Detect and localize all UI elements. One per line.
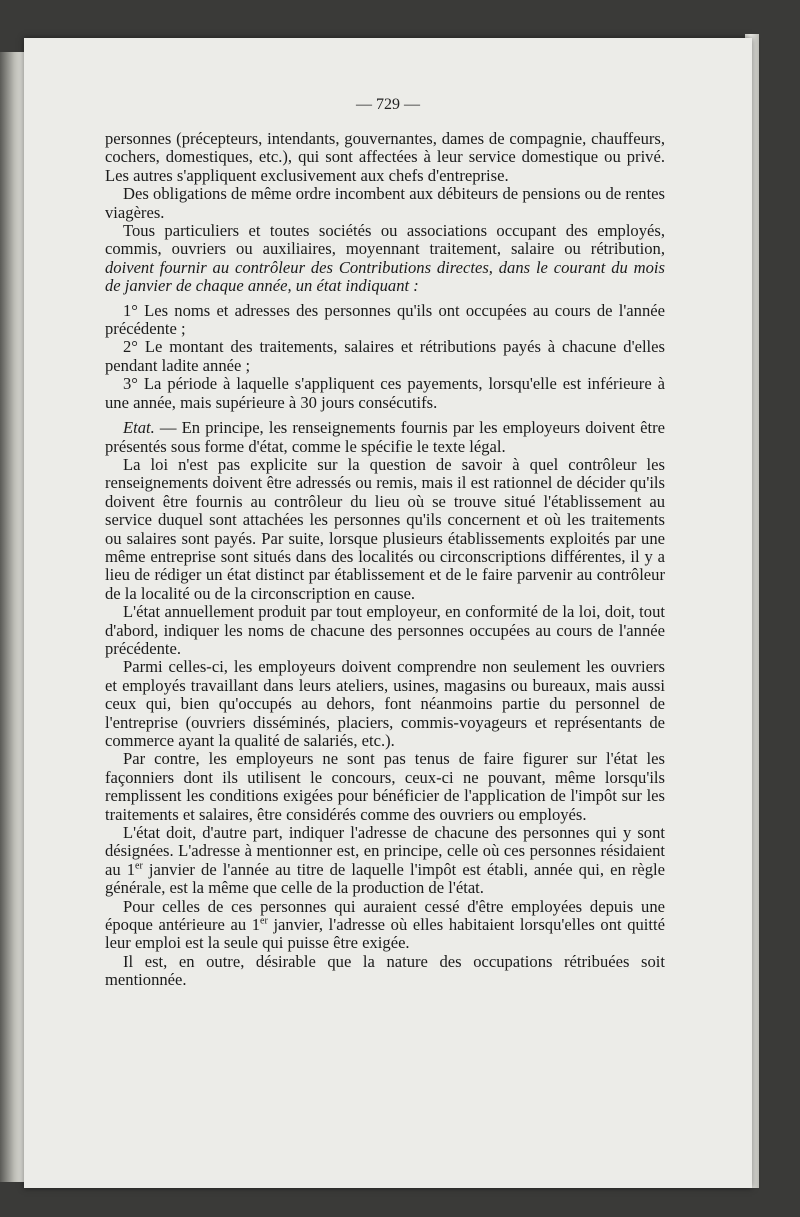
paragraph-10-text-a: Pour celles de ces personnes qui auraient cessé d'être employées depuis une époque antérieure au 1: [105, 896, 665, 935]
paragraph-3-italic: doivent fournir au contrôleur des Contributions directes, dans le courant du mois de janvier de chaque année, un état indiquant :: [105, 257, 665, 296]
paragraph-9-text-a: L'état doit, d'autre part, indiquer l'adresse de chacune des personnes qui y sont désignées. L'adresse à mentionner est, en principe, celle où ces personnes résidaient au 1: [105, 823, 665, 879]
body-text: [105, 130, 665, 990]
paragraph-10-text-b: janvier, l'adresse où elles habitaient lorsqu'elles ont quitté leur emploi est la seule qui puisse être exigée.: [105, 915, 666, 953]
paragraph-10-sup: er: [260, 915, 268, 927]
page-number: — 729 —: [356, 96, 420, 113]
paragraph-9-sup: er: [135, 860, 143, 872]
paragraph-9-text-b: janvier de l'année au titre de laquelle l'impôt est établi, année qui, en règle générale, est la même que celle de la production de l'état.: [105, 859, 665, 898]
paragraph-1: personnes (précepteurs, intendants, gouvernantes, dames de compagnie, chauffeurs, cochers, domestiques, etc.), qui sont affectées à leur service domestique ou privé. Les autres s'appliquent exclusivement aux chefs d'entreprise.: [105, 129, 665, 185]
paragraph-11: Il est, en outre, désirable que la nature des occupations rétribuées soit mentionnée.: [105, 951, 665, 990]
paragraph-3-text: Tous particuliers et toutes sociétés ou associations occupant des employés, commis, ouvriers ou auxiliaires, moyennant traitement, salaire ou rétribution,: [105, 221, 665, 259]
paragraph-7: Parmi celles-ci, les employeurs doivent comprendre non seulement les ouvriers et employés travaillant dans leurs ateliers, usines, magasins ou bureaux, mais aussi ceux qui, bien qu'occupés au dehors, font néanmoins partie du personnel de l'entreprise (ouvriers disséminés, placiers, commis-voyageurs et représentants de commerce ayant la qualité de salariés, etc.).: [105, 657, 665, 750]
list-item-2: 2° Le montant des traitements, salaires et rétributions payés à chacune d'elles pendant ladite année ;: [105, 337, 665, 375]
paragraph-5: La loi n'est pas explicite sur la question de savoir à quel contrôleur les renseignements doivent être adressés ou remis, mais il est rationnel de décider qu'ils doivent être fournis au contrôleur du lieu où se trouve situé l'établissement au service duquel sont attachées les personnes qu'ils concernent et où les traitements ou salaires sont payés. Par suite, lorsque plusieurs établissements exploités par une même entreprise sont situés dans des localités ou circonscriptions différentes, il y a lieu de rédiger un état distinct par établissement et de le faire parvenir au contrôleur de la localité ou de la circonscription en cause.: [105, 454, 665, 603]
paragraph-10: [105, 898, 665, 953]
paragraph-3: [105, 222, 665, 296]
paragraph-2: Des obligations de même ordre incombent aux débiteurs de pensions ou de rentes viagères.: [105, 184, 665, 222]
paragraph-8: Par contre, les employeurs ne sont pas tenus de faire figurer sur l'état les façonniers dont ils utilisent le concours, ceux-ci ne pouvant, même lorsqu'ils remplissent les conditions exigées pour bénéficier de l'application de l'impôt sur les traitements et salaires, être considérés comme des ouvriers ou employés.: [105, 749, 665, 824]
document-page: [24, 38, 752, 1188]
list-item-1: 1° Les noms et adresses des personnes qu'ils ont occupées au cours de l'année précédente ;: [105, 300, 665, 339]
paragraph-9: [105, 824, 665, 898]
facing-page-edge: [0, 52, 24, 1182]
paragraph-6: L'état annuellement produit par tout employeur, en conformité de la loi, doit, tout d'abord, indiquer les noms de chacune des personnes occupées au cours de l'année précédente.: [105, 602, 665, 658]
section-label-etat: Etat.: [123, 418, 155, 438]
paragraph-etat-text: — En principe, les renseignements fournis par les employeurs doivent être présentés sous forme d'état, comme le spécifie le texte légal.: [105, 418, 665, 456]
paragraph-etat: [105, 419, 665, 456]
list-item-3: 3° La période à laquelle s'appliquent ces payements, lorsqu'elle est inférieure à une année, mais supérieure à 30 jours consécutifs.: [105, 374, 665, 412]
